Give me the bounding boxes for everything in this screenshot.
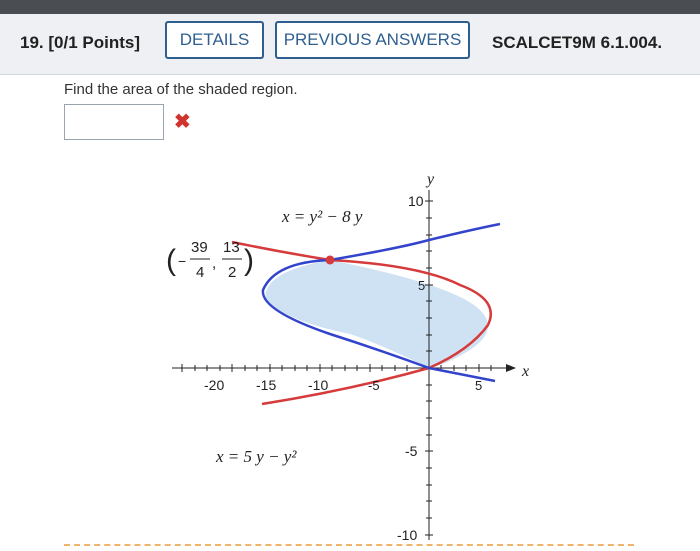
x-tick-label: -10 bbox=[308, 377, 329, 393]
intersection-point-label bbox=[166, 239, 254, 281]
svg-text:(: ( bbox=[166, 244, 176, 277]
incorrect-x-icon: ✖ bbox=[174, 111, 191, 133]
x-tick-label: -20 bbox=[204, 377, 225, 393]
y-tick-label: 10 bbox=[408, 193, 424, 209]
y-axis-label: y bbox=[427, 171, 435, 188]
details-button[interactable]: DETAILS bbox=[165, 21, 264, 59]
svg-text:4: 4 bbox=[196, 264, 205, 281]
y-tick-label: 5 bbox=[418, 278, 426, 293]
bottom-dashed-divider bbox=[64, 544, 634, 546]
curve-upper-label: x = y² − 8 y bbox=[282, 207, 363, 226]
svg-text:13: 13 bbox=[223, 239, 240, 256]
textbook-reference: SCALCET9M 6.1.004. bbox=[492, 33, 663, 52]
svg-text:): ) bbox=[244, 244, 254, 277]
x-tick-label: 5 bbox=[475, 378, 483, 393]
y-tick-label: -5 bbox=[405, 443, 418, 459]
question-number: 19. [0/1 Points] bbox=[20, 33, 140, 52]
svg-text:−: − bbox=[178, 253, 187, 269]
svg-text:,: , bbox=[212, 255, 217, 272]
shaded-region bbox=[266, 260, 488, 368]
svg-text:39: 39 bbox=[191, 239, 208, 256]
y-tick-label: -10 bbox=[397, 527, 418, 543]
intersection-point bbox=[326, 256, 335, 265]
x-axis-label: x bbox=[522, 363, 530, 380]
svg-text:2: 2 bbox=[228, 264, 237, 281]
question-prompt: Find the area of the shaded region. bbox=[64, 81, 298, 98]
curve-lower-label: x = 5 y − y² bbox=[216, 447, 297, 466]
x-tick-label: -5 bbox=[368, 378, 380, 393]
x-axis-arrow-icon bbox=[506, 364, 516, 372]
previous-answers-button[interactable]: PREVIOUS ANSWERS bbox=[275, 21, 470, 59]
x-tick-label: -15 bbox=[256, 377, 277, 393]
